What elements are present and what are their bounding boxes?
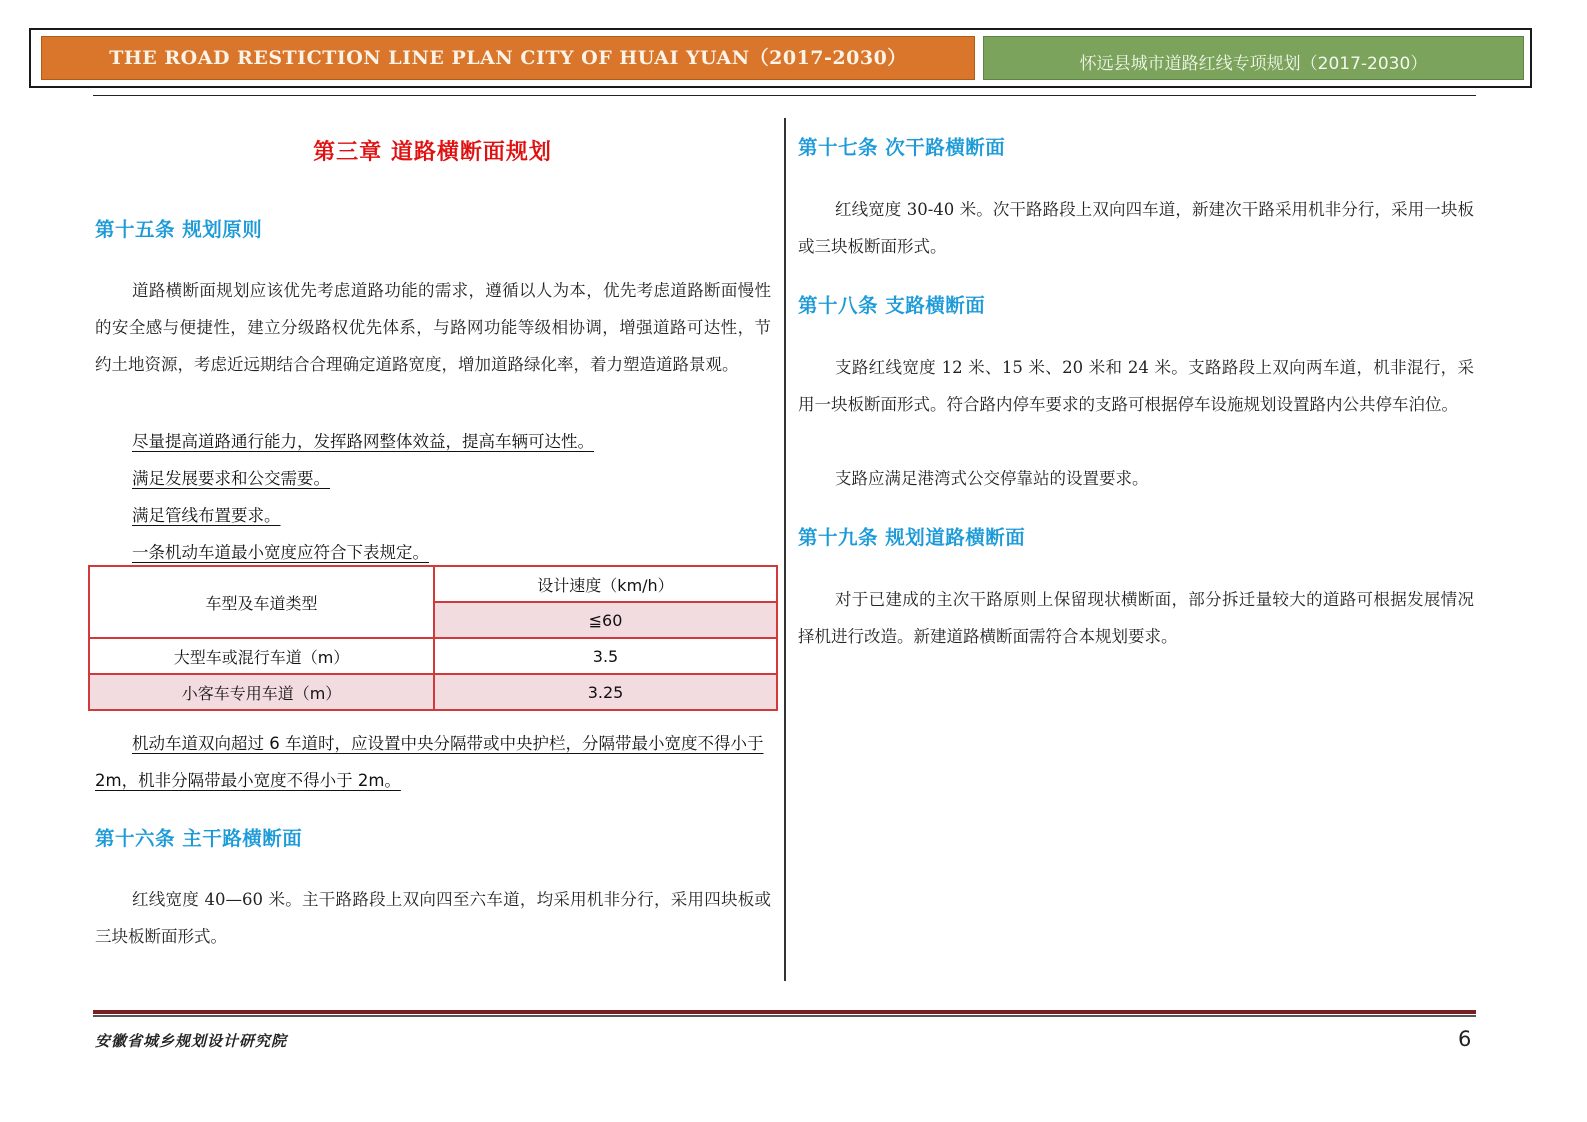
table-speed-value: ≦60 [434,602,777,638]
header-rule [93,95,1476,96]
section-19-paragraph: 对于已建成的主次干路原则上保留现状横断面，部分拆迁量较大的道路可根据发展情况择机进行改造。新建道路横断面需符合本规划要求。 [798,590,1474,646]
table-header-speed: 设计速度（km/h） [434,566,777,602]
table-cell-value: 3.5 [434,638,777,674]
section-15-heading: 第十五条 规划原则 [95,218,263,241]
section-18-heading: 第十八条 支路横断面 [798,294,986,317]
title-en: THE ROAD RESTICTION LINE PLAN CITY OF HUAI YUAN（2017-2030） [41,36,975,80]
table-header-type: 车型及车道类型 [89,566,434,638]
table-row [89,674,777,710]
section-16-paragraph: 红线宽度 40—60 米。主干路路段上双向四至六车道，均采用机非分行，采用四块板或三块板断面形式。 [95,890,771,946]
title-cn: 怀远县城市道路红线专项规划（2017-2030） [983,36,1524,80]
principle-item-3: 满足管线布置要求。 [132,506,281,525]
section-18-paragraph-1: 支路红线宽度 12 米、15 米、20 米和 24 米。支路路段上双向两车道，机非混行，采用一块板断面形式。符合路内停车要求的支路可根据停车设施规划设置路内公共停车泊位。 [798,358,1474,414]
median-note: 机动车道双向超过 6 车道时，应设置中央分隔带或中央护栏，分隔带最小宽度不得小于 2m，机非分隔带最小宽度不得小于 2m。 [95,734,764,790]
footer-rule [93,1010,1476,1014]
section-16-heading: 第十六条 主干路横断面 [95,827,303,850]
table-cell-type: 大型车或混行车道（m） [89,638,434,674]
column-divider [784,118,786,981]
section-15-paragraph: 道路横断面规划应该优先考虑道路功能的需求，遵循以人为本，优先考虑道路断面慢性的安全感与便捷性，建立分级路权优先体系，与路网功能等级相协调，增强道路可达性，节约土地资源，考虑近远期结合合理确定道路宽度，增加道路绿化率，着力塑造道路景观。 [95,281,771,374]
chapter-title: 第三章 道路横断面规划 [313,140,552,165]
header-banner [29,28,1532,88]
table-row [89,638,777,674]
section-17-heading: 第十七条 次干路横断面 [798,136,1006,159]
section-18-paragraph-2: 支路应满足港湾式公交停靠站的设置要求。 [835,469,1149,488]
footer-rule-thin [93,1015,1476,1017]
principle-item-4: 一条机动车道最小宽度应符合下表规定。 [132,543,429,562]
principle-item-2: 满足发展要求和公交需要。 [132,469,330,488]
table-cell-value: 3.25 [434,674,777,710]
section-19-heading: 第十九条 规划道路横断面 [798,526,1026,549]
table-cell-type: 小客车专用车道（m） [89,674,434,710]
lane-width-table [88,565,778,711]
page-number: 6 [1458,1027,1472,1051]
principle-item-1: 尽量提高道路通行能力，发挥路网整体效益，提高车辆可达性。 [132,432,594,451]
section-17-paragraph: 红线宽度 30-40 米。次干路路段上双向四车道，新建次干路采用机非分行，采用一块板或三块板断面形式。 [798,200,1474,256]
footer-organization: 安徽省城乡规划设计研究院 [95,1032,288,1050]
